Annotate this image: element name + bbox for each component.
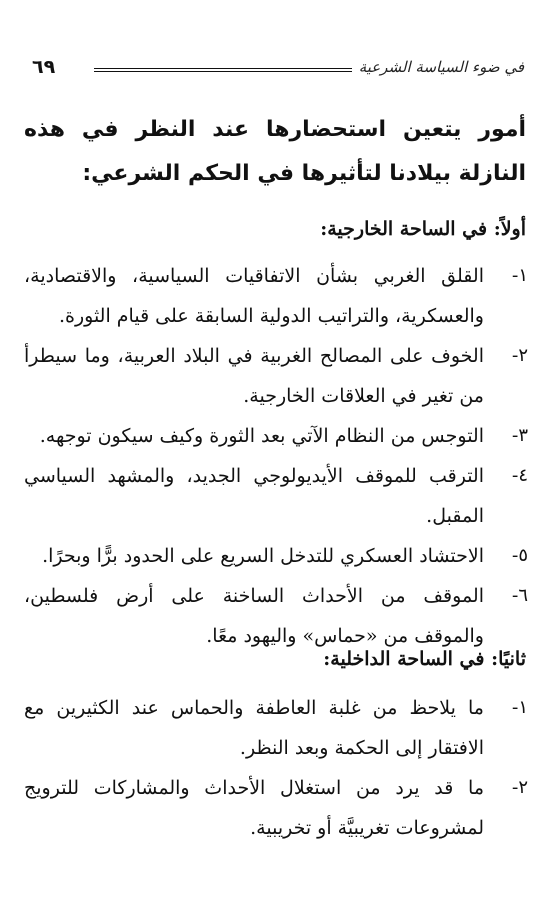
section-heading-internal: ثانيًا: في الساحة الداخلية: [323,648,526,670]
external-list [24,256,528,656]
list-item [24,768,528,848]
page-header [32,58,524,88]
item-text: الترقب للموقف الأيديولوجي الجديد، والمشهد السياسي المقبل. [24,465,484,527]
internal-list [24,688,528,848]
running-title: في ضوء السياسة الشرعية [358,58,524,76]
list-item [24,336,528,416]
list-item [24,688,528,768]
item-text: الاحتشاد العسكري للتدخل السريع على الحدود برًّا وبحرًا. [42,545,484,567]
item-text: ما يلاحظ من غلبة العاطفة والحماس عند الكثيرين مع الافتقار إلى الحكمة وبعد النظر. [24,697,484,759]
list-item [24,256,528,336]
intro-paragraph: أمور يتعين استحضارها عند النظر في هذه النازلة بيلادنا لتأثيرها في الحكم الشرعي: [24,117,526,186]
item-text: القلق الغربي بشأن الاتفاقيات السياسية، والاقتصادية، والعسكرية، والتراتيب الدولية السابقة على قيام الثورة. [24,265,484,327]
item-number: ١- [511,697,528,718]
item-number: ٢- [511,345,528,366]
item-number: ٢- [511,777,528,798]
header-rule [94,68,352,72]
item-number: ٤- [511,465,528,486]
item-text: التوجس من النظام الآتي بعد الثورة وكيف سيكون توجهه. [39,425,484,447]
item-text: ما قد يرد من استغلال الأحداث والمشاركات للترويج لمشروعات تغريبيَّة أو تخريبية. [24,777,484,839]
list-item [24,576,528,656]
item-number: ٣- [511,425,528,446]
item-number: ٥- [511,545,528,566]
item-text: الخوف على المصالح الغربية في البلاد العربية، وما سيطرأ من تغير في العلاقات الخارجية. [24,345,484,407]
list-item [24,416,528,456]
page-number: ٦٩ [32,56,56,78]
item-number: ٦- [511,585,528,606]
list-item [24,456,528,536]
list-item [24,536,528,576]
item-number: ١- [511,265,528,286]
section-heading-external: أولاً: في الساحة الخارجية: [320,218,526,240]
item-text: الموقف من الأحداث الساخنة على أرض فلسطين، والموقف من «حماس» واليهود معًا. [24,585,484,647]
